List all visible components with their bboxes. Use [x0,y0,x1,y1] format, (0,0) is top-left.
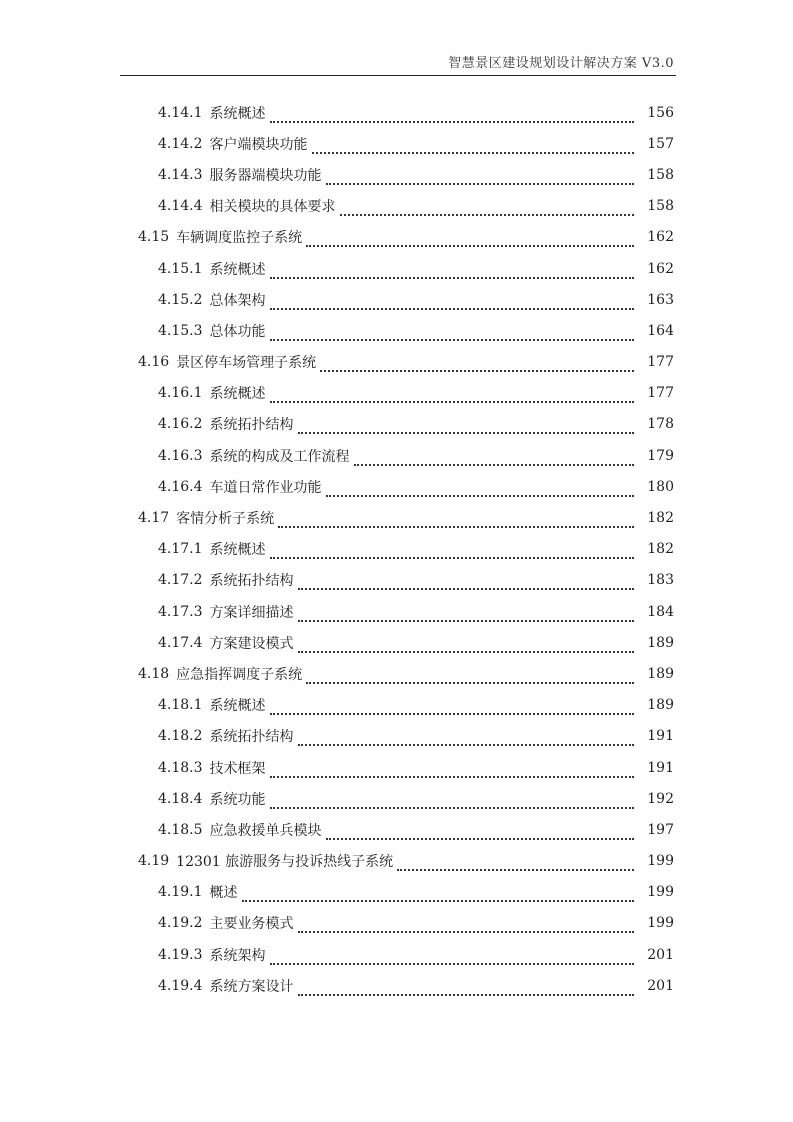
toc-dot-leader [270,325,634,341]
toc-dot-leader [298,917,634,933]
toc-entry-title: 应急救援单兵模块 [209,822,322,839]
toc-entry-title: 主要业务模式 [209,916,294,933]
toc-entry-title: 系统功能 [209,791,266,808]
toc-entry-number: 4.17.4 [158,634,203,651]
toc-entry-page: 162 [647,229,674,246]
toc-entry-page: 182 [647,541,674,558]
toc-dot-leader [298,730,634,746]
toc-dot-leader [320,356,634,372]
toc-entry-page: 164 [647,322,674,339]
toc-entry-title: 总体架构 [209,292,266,309]
toc-entry-page: 182 [647,510,674,527]
toc-entry[interactable] [0,315,793,346]
toc-entry[interactable] [0,97,793,128]
document-title: 智慧景区建设规划设计解决方案 V3.0 [448,56,674,71]
toc-entry-page: 156 [647,104,674,121]
toc-entry[interactable] [0,939,793,970]
toc-entry[interactable] [0,159,793,190]
toc-entry-page: 197 [647,821,674,838]
toc-dot-leader [354,450,634,466]
toc-entry-title: 系统概述 [209,542,266,559]
toc-entry-number: 4.18.3 [158,759,203,776]
toc-entry-number: 4.16 [138,354,170,371]
toc-entry-page: 183 [647,572,674,589]
toc-entry-page: 184 [647,603,674,620]
toc-entry-page: 179 [647,447,674,464]
toc-dot-leader [270,699,634,715]
toc-dot-leader [270,543,634,559]
toc-entry-page: 157 [647,135,674,152]
toc-entry[interactable] [0,752,793,783]
toc-entry-page: 177 [647,385,674,402]
toc-entry[interactable] [0,783,793,814]
toc-dot-leader [326,824,634,840]
toc-entry-number: 4.15.3 [158,322,203,339]
toc-entry[interactable] [0,565,793,596]
toc-dot-leader [270,387,634,403]
toc-entry-number: 4.19.2 [158,915,203,932]
toc-entry-page: 189 [647,634,674,651]
toc-entry-title: 客情分析子系统 [176,511,275,528]
toc-entry[interactable] [0,471,793,502]
toc-entry-number: 4.17.3 [158,603,203,620]
toc-entry-number: 4.15 [138,229,170,246]
toc-entry[interactable] [0,877,793,908]
toc-entry[interactable] [0,222,793,253]
toc-entry-page: 163 [647,291,674,308]
toc-entry-number: 4.18.1 [158,697,203,714]
toc-entry[interactable] [0,378,793,409]
toc-entry-title: 技术框架 [209,760,266,777]
toc-entry-number: 4.16.3 [158,447,203,464]
toc-dot-leader [298,574,634,590]
toc-dot-leader [298,980,634,996]
toc-entry[interactable] [0,284,793,315]
toc-dot-leader [306,231,634,247]
toc-entry-number: 4.15.2 [158,291,203,308]
toc-entry-title: 系统方案设计 [209,978,294,995]
toc-entry-number: 4.17.1 [158,541,203,558]
toc-dot-leader [326,169,634,185]
toc-entry-page: 189 [647,665,674,682]
toc-dot-leader [340,200,634,216]
toc-entry[interactable] [0,409,793,440]
toc-entry-title: 概述 [209,885,238,902]
toc-entry-page: 191 [647,728,674,745]
toc-entry-number: 4.16.2 [158,416,203,433]
toc-entry-number: 4.17 [138,510,170,527]
toc-entry[interactable] [0,690,793,721]
toc-dot-leader [270,949,634,965]
toc-dot-leader [298,418,634,434]
toc-dot-leader [397,855,634,871]
toc-entry-number: 4.16.1 [158,385,203,402]
page-header [120,52,676,76]
toc-entry-title: 系统概述 [209,105,266,122]
toc-entry-page: 201 [647,946,674,963]
toc-entry-page: 199 [647,853,674,870]
toc-dot-leader [270,762,634,778]
toc-entry[interactable] [0,596,793,627]
toc-entry-title: 系统拓扑结构 [209,729,294,746]
toc-entry-page: 201 [647,977,674,994]
toc-entry[interactable] [0,502,793,533]
toc-entry-page: 180 [647,478,674,495]
toc-entry-number: 4.19 [138,853,170,870]
table-of-contents [0,97,793,1001]
toc-entry[interactable] [0,908,793,939]
toc-entry[interactable] [0,814,793,845]
toc-entry[interactable] [0,128,793,159]
toc-dot-leader [270,793,634,809]
toc-entry-page: 192 [647,790,674,807]
toc-entry-number: 4.18 [138,665,170,682]
toc-entry-title: 方案建设模式 [209,635,294,652]
toc-entry[interactable] [0,970,793,1001]
toc-entry-title: 12301 旅游服务与投诉热线子系统 [176,854,394,871]
toc-entry-number: 4.14.4 [158,198,203,215]
toc-entry-number: 4.17.2 [158,572,203,589]
toc-entry-number: 4.19.3 [158,946,203,963]
toc-entry[interactable] [0,253,793,284]
toc-entry-title: 系统概述 [209,261,266,278]
toc-entry[interactable] [0,191,793,222]
toc-dot-leader [270,263,634,279]
toc-entry[interactable] [0,846,793,877]
toc-entry-page: 191 [647,759,674,776]
toc-entry[interactable] [0,534,793,565]
toc-entry-number: 4.18.4 [158,790,203,807]
toc-entry-page: 199 [647,884,674,901]
toc-entry-title: 客户端模块功能 [209,136,308,153]
toc-entry-number: 4.15.1 [158,260,203,277]
toc-entry-page: 178 [647,416,674,433]
toc-entry-number: 4.14.2 [158,135,203,152]
toc-entry-title: 景区停车场管理子系统 [176,355,317,372]
toc-entry-page: 158 [647,198,674,215]
toc-entry-number: 4.19.4 [158,977,203,994]
toc-entry-title: 相关模块的具体要求 [209,199,336,216]
toc-entry-title: 系统架构 [209,947,266,964]
toc-entry-page: 189 [647,697,674,714]
toc-entry-title: 方案详细描述 [209,604,294,621]
toc-entry-page: 158 [647,166,674,183]
toc-dot-leader [306,668,634,684]
toc-dot-leader [278,512,634,528]
toc-dot-leader [298,637,634,653]
toc-entry-title: 系统概述 [209,386,266,403]
toc-entry-page: 162 [647,260,674,277]
toc-entry-number: 4.14.3 [158,166,203,183]
toc-entry-title: 系统概述 [209,698,266,715]
toc-dot-leader [298,606,634,622]
toc-dot-leader [326,481,634,497]
toc-entry-title: 车辆调度监控子系统 [176,230,303,247]
toc-entry-page: 177 [647,354,674,371]
toc-entry[interactable] [0,627,793,658]
toc-entry-number: 4.16.4 [158,478,203,495]
toc-entry[interactable] [0,721,793,752]
toc-entry-title: 应急指挥调度子系统 [176,666,303,683]
toc-entry[interactable] [0,440,793,471]
toc-entry-title: 系统的构成及工作流程 [209,448,350,465]
toc-dot-leader [242,886,634,902]
toc-entry-title: 服务器端模块功能 [209,167,322,184]
toc-entry[interactable] [0,347,793,378]
toc-dot-leader [270,107,634,123]
toc-entry-title: 系统拓扑结构 [209,573,294,590]
toc-entry-number: 4.18.2 [158,728,203,745]
toc-entry-page: 199 [647,915,674,932]
toc-entry-number: 4.19.1 [158,884,203,901]
toc-entry-number: 4.18.5 [158,821,203,838]
toc-entry-title: 系统拓扑结构 [209,417,294,434]
toc-entry-title: 总体功能 [209,323,266,340]
toc-entry-number: 4.14.1 [158,104,203,121]
toc-entry-title: 车道日常作业功能 [209,479,322,496]
toc-dot-leader [312,138,634,154]
toc-dot-leader [270,294,634,310]
toc-entry[interactable] [0,658,793,689]
